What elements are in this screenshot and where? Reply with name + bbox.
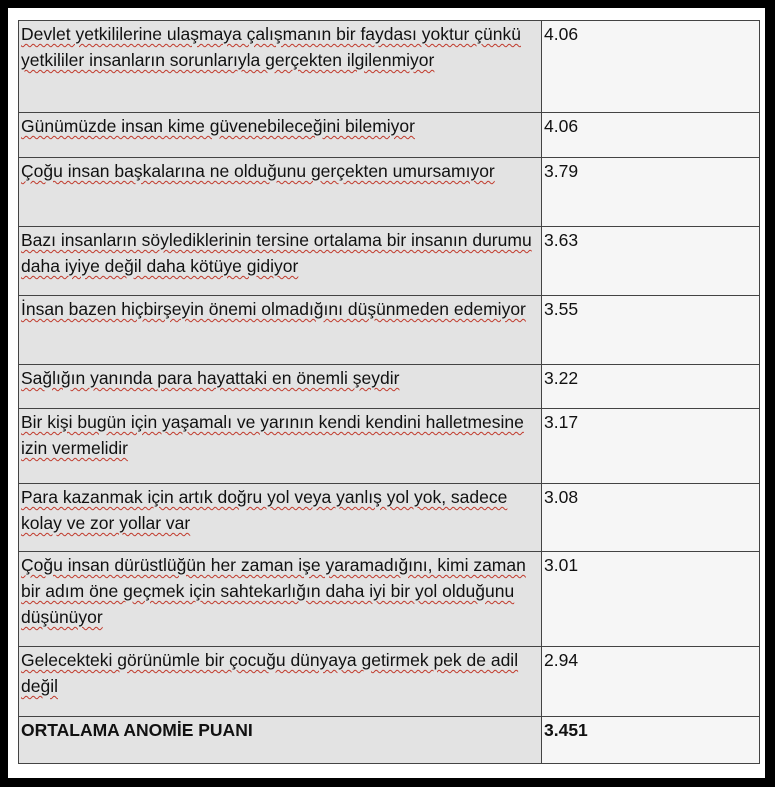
score-cell: 3.08 (542, 484, 760, 552)
score-cell: 3.79 (542, 158, 760, 227)
score-cell: 4.06 (542, 21, 760, 113)
score-cell: 4.06 (542, 113, 760, 158)
statement-cell: Gelecekteki görünümle bir çocuğu dünyaya getirmek pek de adil değil (19, 647, 542, 717)
table-row (19, 296, 760, 365)
score-cell: 3.55 (542, 296, 760, 365)
table-row (19, 409, 760, 484)
score-cell: 2.94 (542, 647, 760, 717)
score-cell: 3.01 (542, 552, 760, 647)
total-row (19, 717, 760, 764)
statement-cell: Sağlığın yanında para hayattaki en önemli şeydir (19, 365, 542, 409)
statement-cell: Devlet yetkililerine ulaşmaya çalışmanın bir faydası yoktur çünkü yetkililer insanların sorunlarıyla gerçekten ilgilenmiyor (19, 21, 542, 113)
table-row (19, 227, 760, 296)
table-row (19, 365, 760, 409)
anomie-score-table (18, 20, 760, 764)
table-row (19, 484, 760, 552)
statement-cell: Bazı insanların söylediklerinin tersine ortalama bir insanın durumu daha iyiye değil daha kötüye gidiyor (19, 227, 542, 296)
statement-cell: Çoğu insan dürüstlüğün her zaman işe yaramadığını, kimi zaman bir adım öne geçmek için sahtekarlığın daha iyi bir yol olduğunu düşünüyor (19, 552, 542, 647)
score-cell: 3.17 (542, 409, 760, 484)
document-page (8, 8, 765, 778)
score-cell: 3.22 (542, 365, 760, 409)
statement-cell: Bir kişi bugün için yaşamalı ve yarının kendi kendini halletmesine izin vermelidir (19, 409, 542, 484)
table-row (19, 647, 760, 717)
table-row (19, 158, 760, 227)
statement-cell: Çoğu insan başkalarına ne olduğunu gerçekten umursamıyor (19, 158, 542, 227)
score-cell: 3.63 (542, 227, 760, 296)
table-row (19, 21, 760, 113)
table-row (19, 552, 760, 647)
statement-cell: Para kazanmak için artık doğru yol veya yanlış yol yok, sadece kolay ve zor yollar var (19, 484, 542, 552)
total-label-cell: ORTALAMA ANOMİE PUANI (19, 717, 542, 764)
statement-cell: Günümüzde insan kime güvenebileceğini bilemiyor (19, 113, 542, 158)
total-score-cell: 3.451 (542, 717, 760, 764)
statement-cell: İnsan bazen hiçbirşeyin önemi olmadığını düşünmeden edemiyor (19, 296, 542, 365)
table-row (19, 113, 760, 158)
